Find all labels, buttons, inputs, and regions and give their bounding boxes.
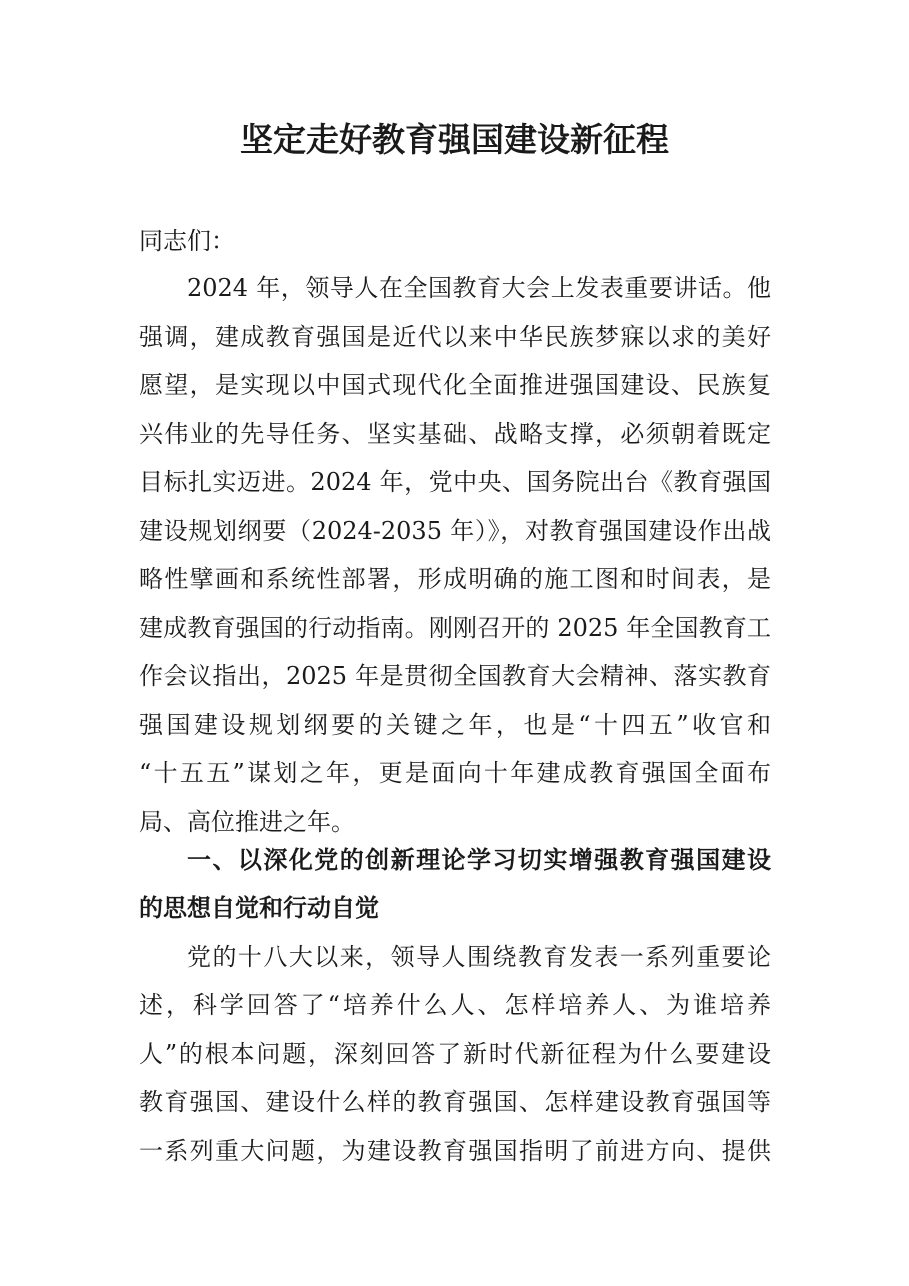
section-heading: 的思想自觉和行动自觉	[139, 894, 379, 922]
paragraph-line: 人”的根本问题，深刻回答了新时代新征程为什么要建设	[139, 1040, 771, 1068]
paragraph-line: 建设规划纲要（2024-2035 年）》，对教育强国建设作出战	[139, 517, 771, 545]
paragraph-line: 建成教育强国的行动指南。刚刚召开的 2025 年全国教育工	[139, 614, 771, 642]
paragraph-line: 2024 年，领导人在全国教育大会上发表重要讲话。他	[187, 274, 771, 302]
salutation: 同志们：	[139, 227, 235, 255]
paragraph-line: 作会议指出，2025 年是贯彻全国教育大会精神、落实教育	[139, 662, 771, 690]
paragraph-line: 强国建设规划纲要的关键之年，也是“十四五”收官和	[139, 711, 771, 739]
paragraph-line: 局、高位推进之年。	[139, 808, 355, 836]
paragraph-line: 强调，建成教育强国是近代以来中华民族梦寐以求的美好	[139, 323, 771, 351]
paragraph-line: 目标扎实迈进。2024 年，党中央、国务院出台《教育强国	[139, 468, 771, 496]
paragraph-line: 略性擘画和系统性部署，形成明确的施工图和时间表，是	[139, 565, 771, 593]
paragraph-line: 教育强国、建设什么样的教育强国、怎样建设教育强国等	[139, 1088, 771, 1116]
section-heading: 一、以深化党的创新理论学习切实增强教育强国建设	[187, 846, 771, 874]
paragraph-line: 愿望，是实现以中国式现代化全面推进强国建设、民族复	[139, 371, 771, 399]
paragraph-line: 述，科学回答了“培养什么人、怎样培养人、为谁培养	[139, 991, 771, 1019]
document-title: 坚定走好教育强国建设新征程	[240, 120, 669, 159]
paragraph-line: 一系列重大问题，为建设教育强国指明了前进方向、提供	[139, 1137, 771, 1165]
paragraph-line: 兴伟业的先导任务、坚实基础、战略支撑，必须朝着既定	[139, 420, 771, 448]
paragraph-line: “十五五”谋划之年，更是面向十年建成教育强国全面布	[139, 759, 771, 787]
paragraph-line: 党的十八大以来，领导人围绕教育发表一系列重要论	[187, 943, 771, 971]
